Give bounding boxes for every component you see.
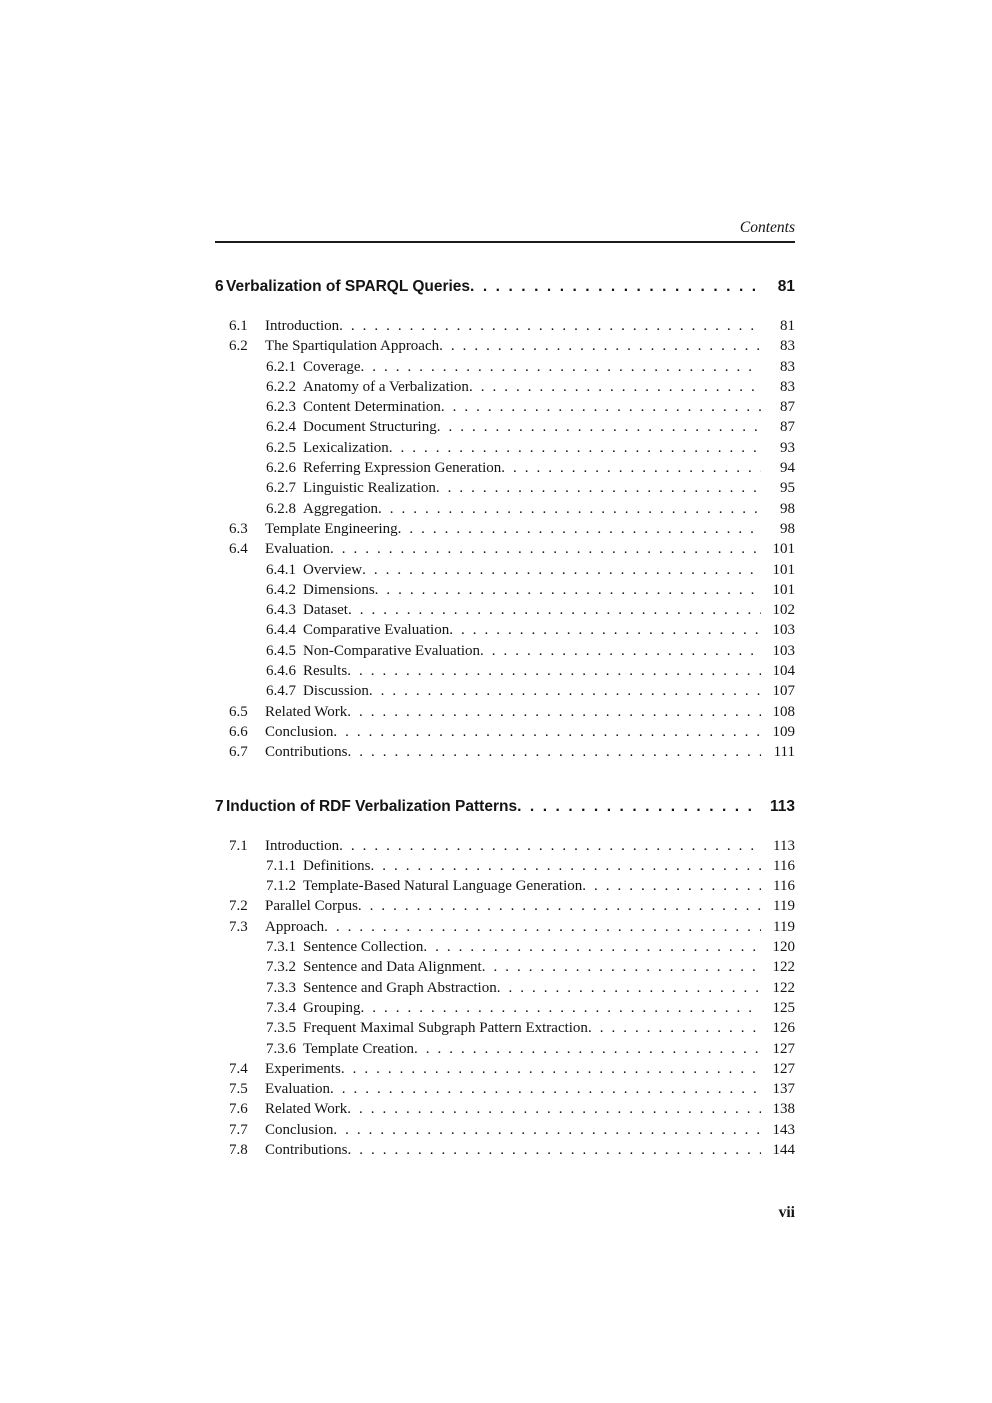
entry-number: 6.2.5	[266, 439, 296, 456]
dot-leader	[330, 1079, 761, 1099]
entry-number: 6.2.7	[266, 480, 296, 497]
entry-number: 6.4.6	[266, 663, 296, 680]
entry-number: 6.2.4	[266, 419, 296, 436]
entry-page-number: 111	[773, 744, 795, 761]
dot-leader	[414, 1039, 761, 1059]
entry-title: Contributions	[265, 1141, 348, 1158]
dot-leader	[361, 998, 762, 1018]
folio-page-number: vii	[778, 1204, 795, 1222]
entry-title: Comparative Evaluation	[303, 622, 450, 639]
dot-leader	[348, 600, 761, 620]
entry-page-number: 119	[773, 898, 795, 915]
entry-title: Frequent Maximal Subgraph Pattern Extraction	[303, 1020, 588, 1037]
entry-page-number: 107	[772, 683, 795, 700]
entry-page-number: 122	[772, 959, 795, 976]
entry-number: 6.6	[229, 723, 248, 740]
dot-leader	[339, 316, 761, 336]
entry-page-number: 104	[772, 663, 795, 680]
entry-title: Approach	[265, 918, 325, 935]
dot-leader	[362, 560, 761, 580]
toc-row	[215, 836, 795, 856]
dot-leader	[324, 917, 761, 937]
toc-row	[215, 641, 795, 661]
entry-page-number: 116	[773, 878, 795, 895]
entry-title: Template Creation	[303, 1040, 414, 1057]
entry-number: 6.2.2	[266, 378, 296, 395]
entry-page-number: 109	[772, 723, 795, 740]
content-column	[215, 0, 795, 1222]
entry-title: Conclusion	[265, 1121, 334, 1138]
toc-row	[215, 1039, 795, 1059]
entry-number: 6.4	[229, 541, 248, 558]
entry-page-number: 144	[772, 1141, 795, 1158]
entry-number: 7.1	[229, 837, 248, 854]
dot-leader	[436, 478, 761, 498]
entry-title: Related Work	[265, 1101, 348, 1118]
page-footer	[215, 1204, 795, 1222]
toc-row	[215, 397, 795, 417]
entry-page-number: 119	[773, 918, 795, 935]
entry-number: 7.1.2	[266, 878, 296, 895]
toc-row	[215, 316, 795, 336]
dot-leader	[339, 836, 761, 856]
dot-leader	[333, 1120, 761, 1140]
entry-number: 7.3.1	[266, 939, 296, 956]
entry-page-number: 125	[772, 999, 795, 1016]
dot-leader	[348, 742, 761, 762]
toc-row	[215, 742, 795, 762]
entry-title: Sentence Collection	[303, 939, 424, 956]
toc-row	[215, 417, 795, 437]
entry-title: The Spartiqulation Approach	[265, 338, 440, 355]
toc-row	[215, 937, 795, 957]
chapter-page-number: 113	[769, 797, 795, 815]
toc-row	[215, 661, 795, 681]
dot-leader	[469, 377, 761, 397]
entry-page-number: 101	[772, 541, 795, 558]
entry-page-number: 127	[772, 1060, 795, 1077]
toc-row	[215, 896, 795, 916]
dot-leader	[378, 499, 761, 519]
entry-title: Contributions	[265, 744, 348, 761]
dot-leader	[347, 702, 761, 722]
entry-page-number: 101	[772, 561, 795, 578]
entry-title: Aggregation	[303, 500, 378, 517]
entry-page-number: 108	[772, 703, 795, 720]
dot-leader	[358, 896, 761, 916]
entry-number: 6.4.7	[266, 683, 296, 700]
toc-row	[215, 478, 795, 498]
entry-page-number: 103	[772, 622, 795, 639]
entry-page-number: 98	[780, 500, 795, 517]
entry-number: 7.7	[229, 1121, 248, 1138]
entry-page-number: 122	[772, 979, 795, 996]
entry-number: 6.4.5	[266, 642, 296, 659]
entry-title: Coverage	[303, 358, 361, 375]
toc-row	[215, 499, 795, 519]
chapter-number: 6	[215, 278, 224, 295]
entry-title: Sentence and Graph Abstraction	[303, 979, 497, 996]
entry-number: 7.2	[229, 898, 248, 915]
chapter-block	[215, 796, 795, 1161]
entry-title: Conclusion	[265, 723, 334, 740]
entry-number: 6.5	[229, 703, 248, 720]
entry-number: 7.4	[229, 1060, 248, 1077]
dot-leader	[341, 1059, 761, 1079]
dot-leader	[398, 519, 761, 539]
chapter-number: 7	[215, 797, 224, 815]
dot-leader	[497, 978, 761, 998]
entry-number: 7.3.2	[266, 959, 296, 976]
dot-leader	[348, 1140, 761, 1160]
entry-title: Introduction	[265, 318, 340, 334]
entry-page-number: 93	[780, 439, 795, 456]
dot-leader	[517, 796, 761, 818]
toc-row	[215, 876, 795, 896]
toc-row	[215, 539, 795, 559]
running-header-title: Contents	[739, 219, 795, 236]
entry-number: 7.6	[229, 1101, 248, 1118]
entry-title: Document Structuring	[303, 419, 437, 436]
table-of-contents	[215, 276, 795, 1160]
dot-leader	[347, 661, 761, 681]
entry-title: Evaluation	[265, 541, 330, 558]
entry-number: 7.3.3	[266, 979, 296, 996]
dot-leader	[582, 876, 761, 896]
dot-leader	[439, 336, 761, 356]
toc-row	[215, 377, 795, 397]
entry-number: 7.3.5	[266, 1020, 296, 1037]
toc-row	[215, 702, 795, 722]
entry-page-number: 94	[780, 460, 795, 477]
dot-leader	[449, 620, 761, 640]
entry-number: 7.8	[229, 1141, 248, 1158]
entry-title: Lexicalization	[303, 439, 389, 456]
entry-page-number: 126	[772, 1020, 795, 1037]
entry-title: Template Engineering	[265, 520, 398, 537]
entry-title: Dimensions	[303, 581, 375, 598]
entry-title: Introduction	[265, 837, 340, 854]
entry-title: Parallel Corpus	[265, 898, 358, 915]
entry-number: 7.3	[229, 918, 248, 935]
entry-number: 6.1	[229, 318, 248, 334]
entry-number: 6.4.3	[266, 602, 296, 619]
entry-page-number: 120	[772, 939, 795, 956]
toc-row	[215, 1120, 795, 1140]
entry-number: 6.2.6	[266, 460, 296, 477]
entry-page-number: 137	[772, 1081, 795, 1098]
entry-page-number: 138	[772, 1101, 795, 1118]
entry-title: Experiments	[265, 1060, 341, 1077]
toc-row	[215, 957, 795, 977]
toc-row	[215, 1140, 795, 1160]
entry-number: 7.5	[229, 1081, 248, 1098]
entry-page-number: 98	[780, 520, 795, 537]
chapter-heading-row	[215, 276, 795, 298]
toc-row	[215, 978, 795, 998]
entry-title: Referring Expression Generation	[303, 460, 502, 477]
dot-leader	[371, 856, 762, 876]
entry-number: 6.4.4	[266, 622, 296, 639]
entry-number: 6.2.1	[266, 358, 296, 375]
toc-row	[215, 681, 795, 701]
entry-title: Linguistic Realization	[303, 480, 436, 497]
toc-row	[215, 458, 795, 478]
toc-row	[215, 580, 795, 600]
chapter-heading-row	[215, 796, 795, 818]
entry-number: 6.7	[229, 744, 248, 761]
entry-page-number: 87	[780, 419, 795, 436]
entry-page-number: 83	[780, 358, 795, 375]
entry-page-number: 95	[780, 480, 795, 497]
dot-leader	[330, 539, 761, 559]
entry-title: Definitions	[303, 857, 371, 874]
dot-leader	[437, 417, 761, 437]
toc-entries	[215, 316, 795, 763]
entry-title: Overview	[303, 561, 363, 578]
dot-leader	[347, 1099, 761, 1119]
dot-leader	[333, 722, 761, 742]
entry-title: Content Determination	[303, 399, 441, 416]
entry-page-number: 102	[772, 602, 795, 619]
entry-number: 6.2	[229, 338, 248, 355]
entry-title: Anatomy of a Verbalization	[303, 378, 469, 395]
entry-number: 6.2.3	[266, 399, 296, 416]
entry-number: 6.4.1	[266, 561, 296, 578]
dot-leader	[588, 1018, 761, 1038]
entry-page-number: 101	[772, 581, 795, 598]
entry-page-number: 116	[773, 857, 795, 874]
dot-leader	[470, 276, 761, 298]
entry-page-number: 87	[780, 399, 795, 416]
dot-leader	[369, 681, 761, 701]
entry-title: Discussion	[303, 683, 369, 700]
entry-title: Sentence and Data Alignment	[303, 959, 482, 976]
toc-row	[215, 1018, 795, 1038]
dot-leader	[423, 937, 761, 957]
toc-row	[215, 856, 795, 876]
entry-number: 7.1.1	[266, 857, 296, 874]
dot-leader	[501, 458, 761, 478]
entry-page-number: 127	[772, 1040, 795, 1057]
toc-row	[215, 722, 795, 742]
chapter-title: Induction of RDF Verbalization Patterns	[226, 797, 518, 815]
entry-title: Non-Comparative Evaluation	[303, 642, 481, 659]
entry-number: 7.3.4	[266, 999, 296, 1016]
entry-title: Results	[303, 663, 348, 680]
entry-title: Dataset	[303, 602, 348, 619]
dot-leader	[482, 957, 761, 977]
entry-page-number: 143	[772, 1121, 795, 1138]
entry-number: 6.3	[229, 520, 248, 537]
entry-number: 7.3.6	[266, 1040, 296, 1057]
entry-page-number: 113	[773, 837, 795, 854]
toc-entries	[215, 836, 795, 1161]
toc-row	[215, 1059, 795, 1079]
toc-row	[215, 1099, 795, 1119]
entry-title: Evaluation	[265, 1081, 330, 1098]
entry-number: 6.4.2	[266, 581, 296, 598]
toc-row	[215, 560, 795, 580]
toc-row	[215, 600, 795, 620]
running-header	[215, 0, 795, 243]
entry-title: Template-Based Natural Language Generation	[303, 878, 583, 895]
entry-title: Related Work	[265, 703, 348, 720]
entry-title: Grouping	[303, 999, 361, 1016]
entry-page-number: 103	[772, 642, 795, 659]
toc-row	[215, 336, 795, 356]
entry-page-number: 81	[780, 318, 795, 334]
chapter-page-number: 81	[777, 278, 795, 295]
entry-page-number: 83	[780, 338, 795, 355]
toc-row	[215, 998, 795, 1018]
dot-leader	[441, 397, 761, 417]
toc-row	[215, 357, 795, 377]
toc-row	[215, 1079, 795, 1099]
dot-leader	[480, 641, 761, 661]
toc-row	[215, 438, 795, 458]
chapter-block	[215, 276, 795, 763]
toc-row	[215, 620, 795, 640]
entry-page-number: 83	[780, 378, 795, 395]
entry-number: 6.2.8	[266, 500, 296, 517]
chapter-title: Verbalization of SPARQL Queries	[226, 278, 471, 295]
toc-row	[215, 917, 795, 937]
dot-leader	[375, 580, 761, 600]
dot-leader	[360, 357, 761, 377]
dot-leader	[389, 438, 761, 458]
toc-row	[215, 519, 795, 539]
